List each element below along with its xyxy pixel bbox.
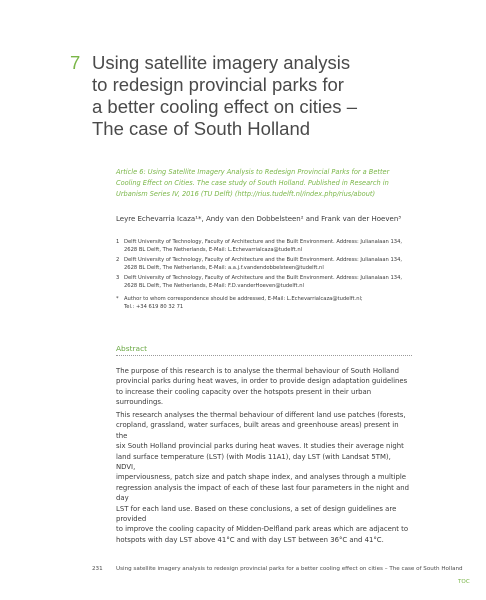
affiliation-line: Author to whom correspondence should be addressed, E-Mail: L.Echevarrialcaza@tudelft.nl; — [124, 296, 363, 302]
affiliation-3 — [116, 274, 406, 290]
affiliation-number: * — [116, 296, 119, 302]
abstract-line: provincial parks during heat waves, in order to provide design adaptation guidelines — [116, 377, 408, 386]
affiliation-1 — [116, 238, 406, 254]
citation-line: Article 6: Using Satellite Imagery Analysis to Redesign Provincial Parks for a Better — [116, 168, 390, 176]
abstract-line: to increase their cooling capacity over the hotspots present in their urban surroundings. — [116, 387, 372, 407]
chapter-title-line: Using satellite imagery analysis — [92, 52, 351, 73]
abstract-line: cropland, grassland, water surfaces, built areas and greenhouse areas) present in the — [116, 421, 399, 440]
author-list: Leyre Echevarria Icaza¹*, Andy van den Dobbelsteen² and Frank van der Hoeven³ — [116, 215, 402, 223]
abstract-line: land surface temperature (LST) (with Modis 11A1), day LST (with Landsat 5TM), NDVI, — [116, 452, 391, 472]
affiliation-number: 2 — [116, 257, 120, 263]
affiliation-2 — [116, 256, 406, 272]
affiliation-line: Delft University of Technology, Faculty of Architecture and the Built Environment. Address: Julianalaan 134, — [124, 257, 403, 263]
affiliation-line: Tel.: +34 619 80 32 71 — [124, 304, 184, 310]
abstract-line: This research analyses the thermal behaviour of different land use patches (forests, — [116, 411, 406, 419]
citation-line: Urbanism Series IV, 2016 (TU Delft) (http://rius.tudelft.nl/index.php/rius/about) — [116, 190, 376, 198]
affiliation-line: Delft University of Technology, Faculty of Architecture and the Built Environment. Address: Julianalaan 134, — [124, 275, 403, 281]
correspondence-note — [116, 295, 406, 311]
affiliation-number: 1 — [116, 239, 120, 245]
chapter-title-line: a better cooling effect on cities – — [92, 96, 357, 117]
affiliation-number: 3 — [116, 275, 120, 281]
abstract-heading: Abstract — [116, 344, 148, 353]
abstract-line: LST for each land use. Based on these conclusions, a set of design guidelines are provided — [116, 504, 397, 524]
toc-link[interactable]: TOC — [458, 579, 470, 585]
chapter-title — [70, 52, 412, 140]
chapter-number: 7 — [70, 52, 81, 73]
abstract-paragraph-2 — [116, 410, 412, 545]
abstract-line: regression analysis the impact of each of these last four parameters in the night and day — [116, 483, 410, 503]
affiliation-line: 2628 BL Delft, The Netherlands, E-Mail: a.a.j.f.vandendobbelsteen@tudelft.nl — [124, 265, 324, 271]
abstract-line: imperviousness, patch size and patch shape index, and analyses through a multiple — [116, 473, 406, 482]
abstract-line: six South Holland provincial parks during heat waves. It studies their average night — [116, 442, 404, 451]
article-citation — [116, 167, 406, 200]
abstract-paragraph-1 — [116, 366, 412, 408]
chapter-title-line: to redesign provincial parks for — [92, 74, 344, 95]
abstract-line: The purpose of this research is to analyse the thermal behaviour of South Holland — [116, 367, 400, 375]
chapter-title-line: The case of South Holland — [92, 118, 311, 139]
abstract-divider — [116, 355, 412, 356]
affiliation-line: Delft University of Technology, Faculty of Architecture and the Built Environment. Address: Julianalaan 134, — [124, 239, 403, 245]
affiliation-line: 2628 BL Delft, The Netherlands, E-Mail: F.D.vanderHoeven@tudelft.nl — [124, 283, 304, 289]
running-title: Using satellite imagery analysis to redesign provincial parks for a better cooling effect on cities – The case of South Holland — [116, 566, 463, 572]
abstract-line: to improve the cooling capacity of Midden-Delfland park areas which are adjacent to — [116, 525, 409, 534]
affiliation-line: 2628 BL Delft, The Netherlands, E-Mail: L.Echevarrialcaza@tudelft.nl — [124, 247, 303, 253]
citation-line: Cooling Effect on Cities. The case study of South Holland. Published in Research in — [116, 179, 389, 187]
page-number: 231 — [92, 566, 103, 572]
abstract-line: hotspots with day LST above 41°C and with day LST between 36°C and 41°C. — [116, 535, 384, 544]
